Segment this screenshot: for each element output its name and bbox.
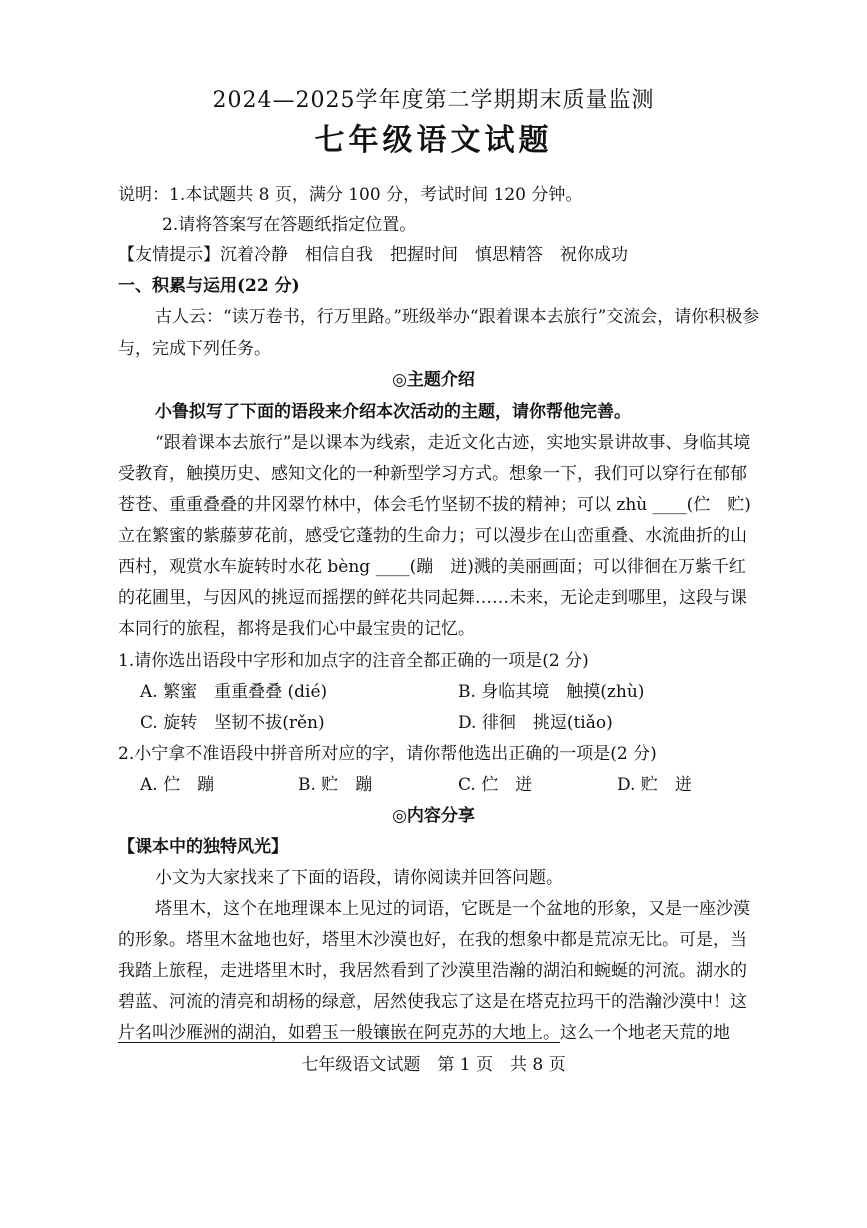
theme-passage-line-1: “跟着课本去旅行”是以课本为线索，走近文化古迹，实地实景讲故事、身临其境 [155,433,751,453]
theme-passage-line-5: 西村，观赏水车旋转时水花 bèng ____(蹦 迸)溅的美丽画面；可以徘徊在万紫千红 [118,557,746,577]
question-2-option-c: C. 伫 迸 [458,775,533,795]
content-passage-line-5 [118,1022,730,1044]
theme-heading: ◎主题介绍 [392,370,475,390]
content-prompt: 小文为大家找来了下面的语段，请你阅读并回答问题。 [155,868,563,888]
question-1-option-a: A. 繁蜜 重重叠叠 (dié) [140,682,328,702]
question-2-option-a: A. 伫 蹦 [140,775,215,795]
theme-passage-line-7: 本同行的旅程，都将是我们心中最宝贵的记忆。 [118,619,475,639]
question-1-option-d: D. 徘徊 挑逗(tiǎo) [458,713,613,733]
exam-title: 2024—2025学年度第二学期期末质量监测 [212,88,655,113]
content-passage-line-2: 的形象。塔里木盆地也好，塔里木沙漠也好，在我的想象中都是荒凉无比。可是，当 [118,930,747,950]
theme-prompt: 小鲁拟写了下面的语段来介绍本次活动的主题，请你帮他完善。 [155,402,631,422]
friendly-tip: 【友情提示】沉着冷静 相信自我 把握时间 慎思精答 祝你成功 [118,245,628,265]
content-passage-line-1: 塔里木，这个在地理课本上见过的词语，它既是一个盆地的形象，又是一座沙漠 [155,899,750,919]
theme-passage-line-4: 立在繁蜜的紫藤萝花前，感受它蓬勃的生命力；可以漫步在山峦重叠、水流曲折的山 [118,526,747,546]
theme-passage-line-3: 苍苍、重重叠叠的井冈翠竹林中，体会毛竹坚韧不拔的精神；可以 zhù ____(伫 贮) [118,495,751,515]
exam-subtitle: 七年级语文试题 [314,123,553,158]
theme-passage-line-6: 的花圃里，与因风的挑逗而摇摆的鲜花共同起舞……未来，无论走到哪里，这段与课 [118,588,747,608]
instructions-line-2: 2.请将答案写在答题纸指定位置。 [162,215,417,235]
instructions-line-1: 说明：1.本试题共 8 页，满分 100 分，考试时间 120 分钟。 [118,185,583,205]
question-1-option-c: C. 旋转 坚韧不拔(rěn) [140,713,325,733]
underlined-sentence: 片名叫沙雁洲的湖泊，如碧玉一般镶嵌在阿克苏的大地上。 [118,1023,560,1043]
content-passage-line-5-rest: 这么一个地老天荒的地 [560,1023,730,1043]
content-passage-line-4: 碧蓝、河流的清亮和胡杨的绿意，居然使我忘了这是在塔克拉玛干的浩瀚沙漠中！这 [118,992,747,1012]
content-passage-line-3: 我踏上旅程，走进塔里木时，我居然看到了沙漠里浩瀚的湖泊和蜿蜒的河流。湖水的 [118,961,747,981]
question-2-option-d: D. 贮 迸 [617,775,692,795]
section-1-intro-line-2: 与，完成下列任务。 [118,339,271,359]
page-footer: 七年级语文试题 第 1 页 共 8 页 [301,1055,566,1075]
theme-passage-line-2: 受教育，触摸历史、感知文化的一种新型学习方式。想象一下，我们可以穿行在郁郁 [118,464,747,484]
question-1-stem: 1.请你选出语段中字形和加点字的注音全都正确的一项是(2 分) [118,651,589,671]
question-1-option-b: B. 身临其境 触摸(zhù) [458,682,645,702]
section-1-heading: 一、积累与运用(22 分) [118,276,300,296]
question-2-option-b: B. 贮 蹦 [298,775,373,795]
question-2-stem: 2.小宁拿不准语段中拼音所对应的字，请你帮他选出正确的一项是(2 分) [118,744,657,764]
content-subheading: 【课本中的独特风光】 [118,837,288,857]
content-heading: ◎内容分享 [392,806,475,826]
section-1-intro-line-1: 古人云：“读万卷书，行万里路。”班级举办“跟着课本去旅行”交流会，请你积极参 [155,307,760,327]
